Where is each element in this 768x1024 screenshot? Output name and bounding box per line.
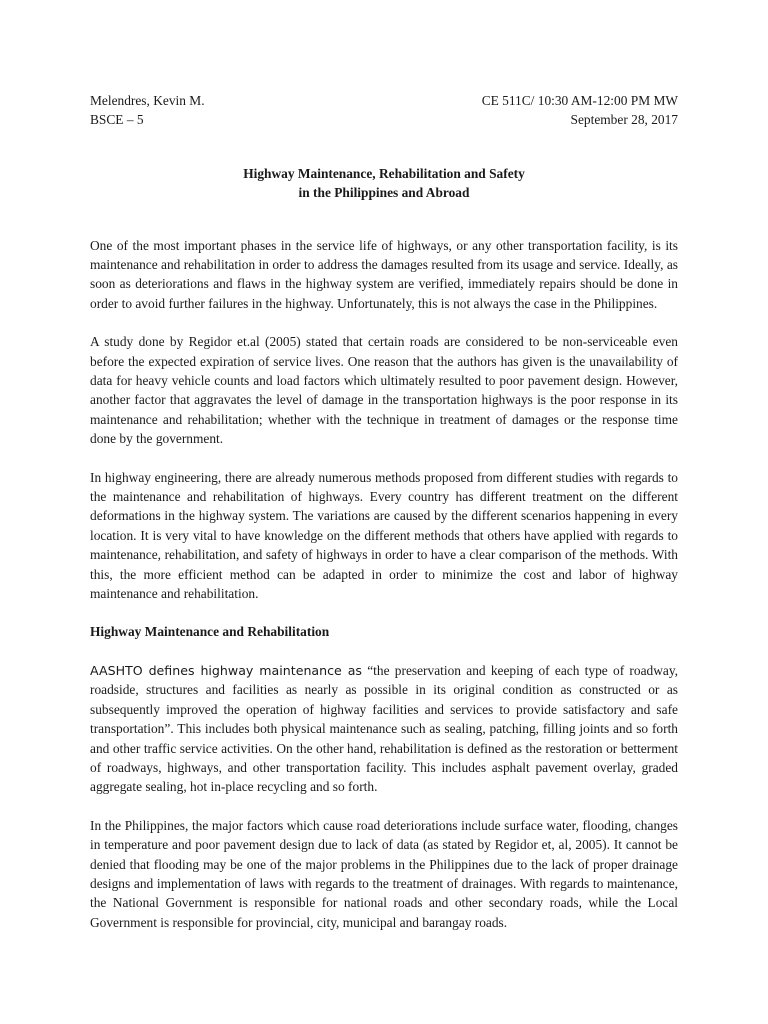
paragraph-methods: In highway engineering, there are already numerous methods proposed from different studies with regards to the maintenance and rehabilitation of highways. Every country has different treatment on the different deformations in the highway system. The variations are caused by the different scenarios happening in every location. It is very vital to have knowledge on the different methods that others have applied with regards to maintenance, rehabilitation, and safety of highways in order to have a clear comparison of the methods. With this, the more efficient method can be adapted in order to minimize the cost and labor of highway maintenance and rehabilitation. (90, 469, 678, 602)
title-line-2: in the Philippines and Abroad (298, 185, 470, 201)
aashto-rest: “the preservation and keeping of each type of roadway, roadside, structures and facilities as nearly as possible in its original condition as constructed or as subsequently improved the operation of highway facilities and services to provide satisfactory and safe transportation”. This includes both physical maintenance such as sealing, patching, filling joints and so forth and other traffic service activities. On the other hand, rehabilitation is defined as the restoration or betterment of roadways, highways, and other transportation facility. This includes asphalt pavement overlay, graded aggregate sealing, hot in-place recycling and so forth. (90, 662, 678, 795)
author-name: Melendres, Kevin M. (90, 93, 205, 108)
paragraph-philippines: In the Philippines, the major factors which cause road deteriorations include surface water, flooding, changes in temperature and poor pavement design due to lack of data (as stated by Regidor et, al, 2005). It cannot be denied that flooding may be one of the major problems in the Philippines due to the lack of proper drainage designs and implementation of laws with regards to the treatment of drainages. With regards to maintenance, the National Government is responsible for national roads and other secondary roads, while the Local Government is responsible for provincial, city, municipal and barangay roads. (90, 817, 678, 930)
program-year: BSCE – 5 (90, 112, 144, 128)
section-heading: Highway Maintenance and Rehabilitation (90, 624, 330, 640)
document-date: September 28, 2017 (570, 112, 678, 128)
aashto-lead: AASHTO defines highway maintenance as (90, 662, 362, 678)
paragraph-intro: One of the most important phases in the service life of highways, or any other transportation facility, is its maintenance and rehabilitation in order to address the damages resulted from its usage and service. Ideally, as soon as deteriorations and flaws in the highway system are verified, immediately repairs should be done in order to avoid further failures in the highway. Unfortunately, this is not always the case in the Philippines. (90, 237, 678, 311)
paragraph-aashto (90, 661, 678, 797)
header-row-1 (90, 91, 678, 110)
header-row-2 (90, 110, 678, 129)
title-line-1: Highway Maintenance, Rehabilitation and Safety (243, 165, 525, 181)
course-schedule: CE 511C/ 10:30 AM-12:00 PM MW (481, 93, 678, 108)
document-title (90, 164, 678, 203)
paragraph-study: A study done by Regidor et.al (2005) stated that certain roads are considered to be non-serviceable even before the expected expiration of service lives. One reason that the authors has given is the unavailability of data for heavy vehicle counts and load factors which ultimately resulted to poor pavement design. However, another factor that aggravates the level of damage in the transportation highways is the poor response in its maintenance and rehabilitation; whether with the technique in treatment of damages or the response time done by the government. (90, 334, 678, 447)
document-page (90, 91, 678, 932)
